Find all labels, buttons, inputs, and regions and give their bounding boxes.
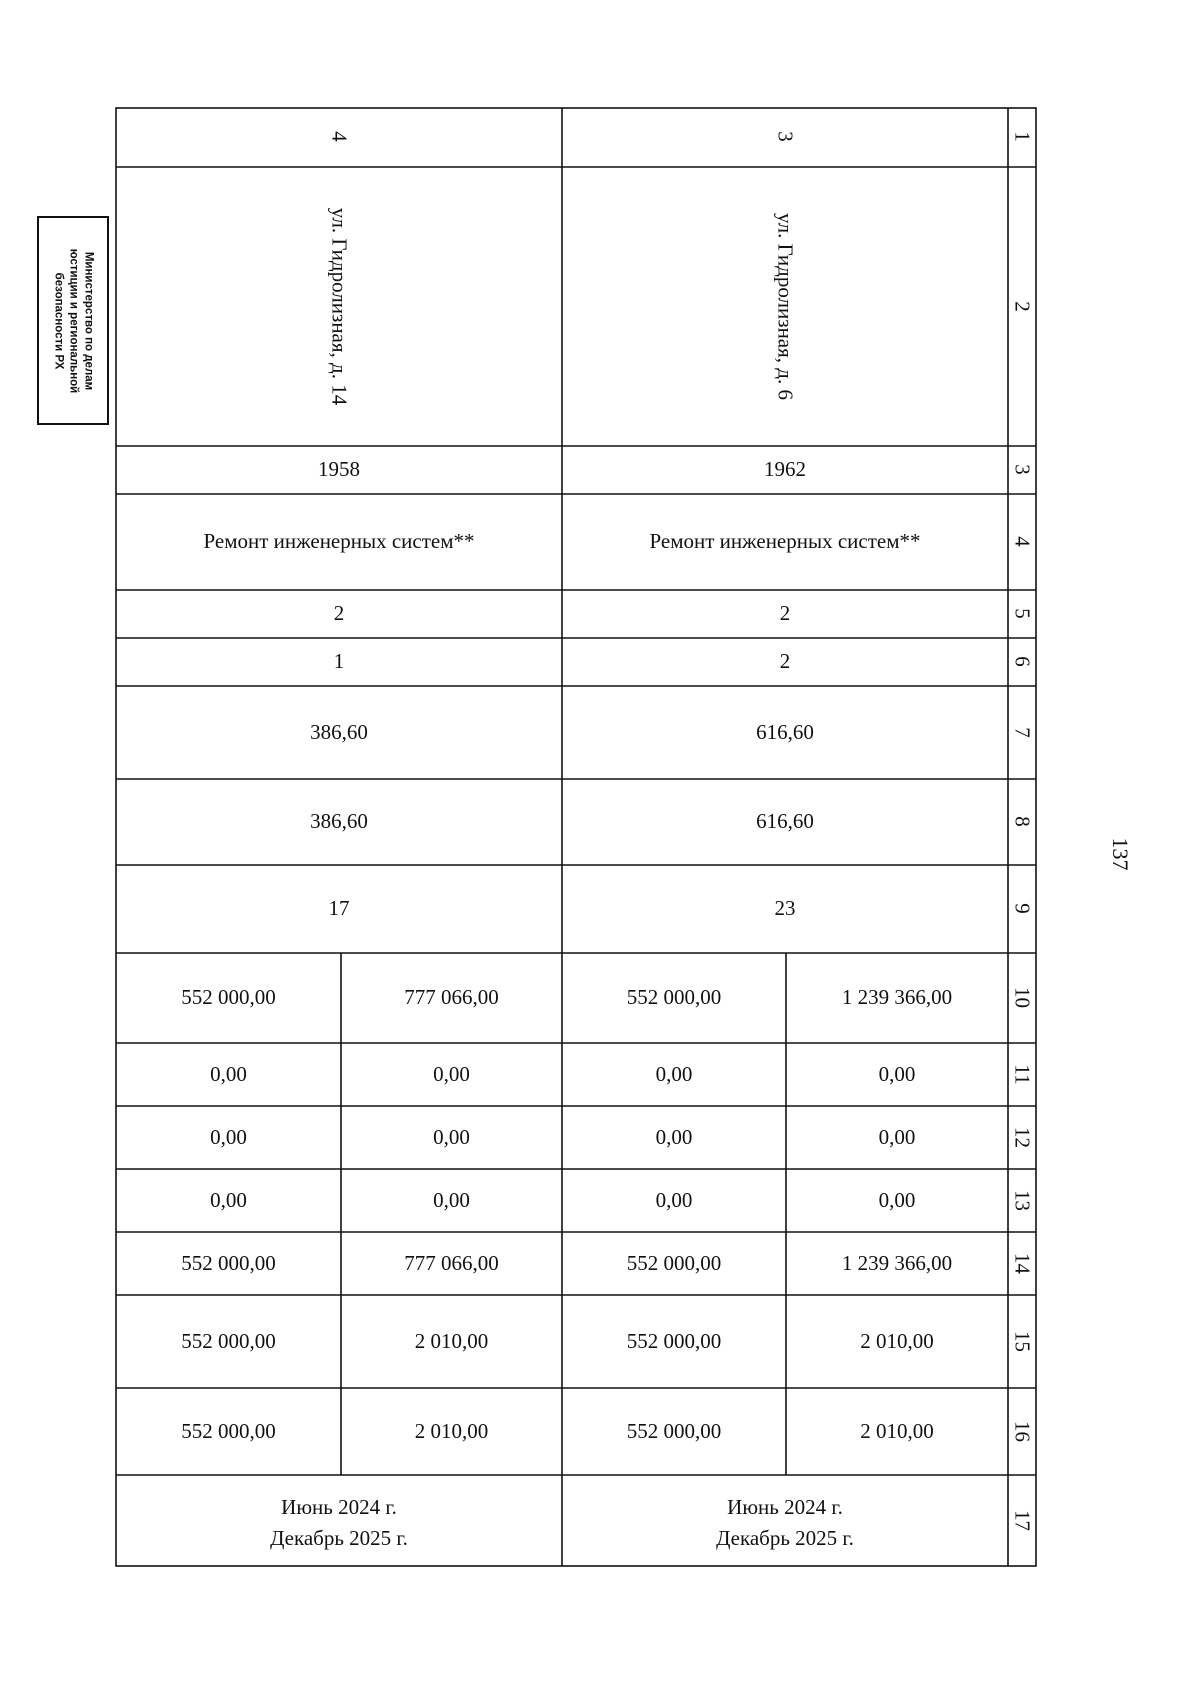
record-1-col16-a: 552 000,00 (181, 1419, 276, 1443)
record-2-col17-start: Июнь 2024 г. (727, 1495, 843, 1519)
record-1-col16-b: 2 010,00 (414, 1419, 489, 1443)
record-2-number: 3 (773, 131, 798, 142)
record-1-col12-a: 0,00 (210, 1125, 247, 1149)
record-1-col7: 386,60 (310, 720, 368, 744)
column-number-14: 14 (1010, 1253, 1035, 1274)
record-1-col15-b: 2 010,00 (414, 1329, 489, 1353)
record-1-col17-end: Декабрь 2025 г. (270, 1526, 408, 1550)
column-number-17: 17 (1010, 1510, 1035, 1531)
page-number: 137 (1108, 837, 1133, 871)
record-2-address: ул. Гидролизная, д. 6 (773, 213, 798, 400)
record-1-col10-a: 552 000,00 (181, 985, 276, 1009)
record-1-col17-start: Июнь 2024 г. (281, 1495, 397, 1519)
column-number-13: 13 (1010, 1190, 1035, 1211)
record-2-col15-a: 552 000,00 (626, 1329, 722, 1353)
record-2-year: 1962 (764, 457, 806, 481)
record-2-col8: 616,60 (756, 809, 814, 833)
record-1-col12-b: 0,00 (433, 1125, 470, 1149)
record-1-year: 1958 (318, 457, 360, 481)
record-1-address: ул. Гидролизная, д. 14 (327, 207, 352, 406)
record-1-work-type: Ремонт инженерных систем** (203, 529, 475, 553)
record-1-col11-a: 0,00 (210, 1062, 247, 1086)
record-2-col7: 616,60 (756, 720, 814, 744)
record-2-col12-b: 0,00 (878, 1125, 916, 1149)
column-number-9: 9 (1010, 903, 1035, 914)
column-number-6: 6 (1010, 656, 1035, 667)
record-1-col15-a: 552 000,00 (181, 1329, 276, 1353)
record-1-col8: 386,60 (310, 809, 368, 833)
record-2-col14-a: 552 000,00 (626, 1251, 722, 1275)
column-number-3: 3 (1010, 464, 1035, 475)
record-1-col5: 2 (333, 601, 345, 625)
column-number-4: 4 (1010, 536, 1035, 547)
column-number-16: 16 (1010, 1421, 1035, 1442)
record-1-col10-b: 777 066,00 (404, 985, 499, 1009)
stamp-line-1: Министерство по делам (82, 251, 95, 390)
record-1-col6: 1 (333, 649, 345, 673)
record-1-col9: 17 (328, 896, 350, 920)
record-2-col13-b: 0,00 (878, 1188, 916, 1212)
column-number-12: 12 (1010, 1127, 1035, 1148)
stamp-line-3: безопасности РХ (52, 272, 65, 369)
record-2-col14-b: 1 239 366,00 (841, 1251, 953, 1275)
record-1-col13-a: 0,00 (210, 1188, 247, 1212)
stamp-line-2: юстиции и региональной (67, 248, 80, 393)
record-1-col14-a: 552 000,00 (181, 1251, 276, 1275)
record-1-col14-b: 777 066,00 (404, 1251, 499, 1275)
record-2-col13-a: 0,00 (655, 1188, 693, 1212)
column-number-10: 10 (1010, 987, 1035, 1008)
record-2-col12-a: 0,00 (655, 1125, 693, 1149)
column-number-7: 7 (1010, 727, 1035, 738)
record-2-col17-end: Декабрь 2025 г. (716, 1526, 854, 1550)
record-2-col10-a: 552 000,00 (626, 985, 722, 1009)
record-2-col15-b: 2 010,00 (860, 1329, 934, 1353)
record-1-col11-b: 0,00 (433, 1062, 470, 1086)
record-2-col6: 2 (779, 649, 791, 673)
record-2-col10-b: 1 239 366,00 (841, 985, 953, 1009)
column-number-2: 2 (1010, 301, 1035, 312)
record-1-number: 4 (327, 131, 352, 142)
record-1-col13-b: 0,00 (433, 1188, 470, 1212)
column-number-1: 1 (1010, 131, 1035, 142)
record-2-col16-b: 2 010,00 (860, 1419, 934, 1443)
record-2-col11-a: 0,00 (655, 1062, 693, 1086)
column-number-8: 8 (1010, 816, 1035, 827)
record-2-col5: 2 (779, 601, 791, 625)
record-2-col9: 23 (774, 896, 796, 920)
record-2-work-type: Ремонт инженерных систем** (649, 529, 921, 553)
record-2-col16-a: 552 000,00 (626, 1419, 722, 1443)
record-2-col11-b: 0,00 (878, 1062, 916, 1086)
column-number-5: 5 (1010, 608, 1035, 619)
column-number-15: 15 (1010, 1331, 1035, 1352)
column-number-11: 11 (1010, 1064, 1035, 1085)
